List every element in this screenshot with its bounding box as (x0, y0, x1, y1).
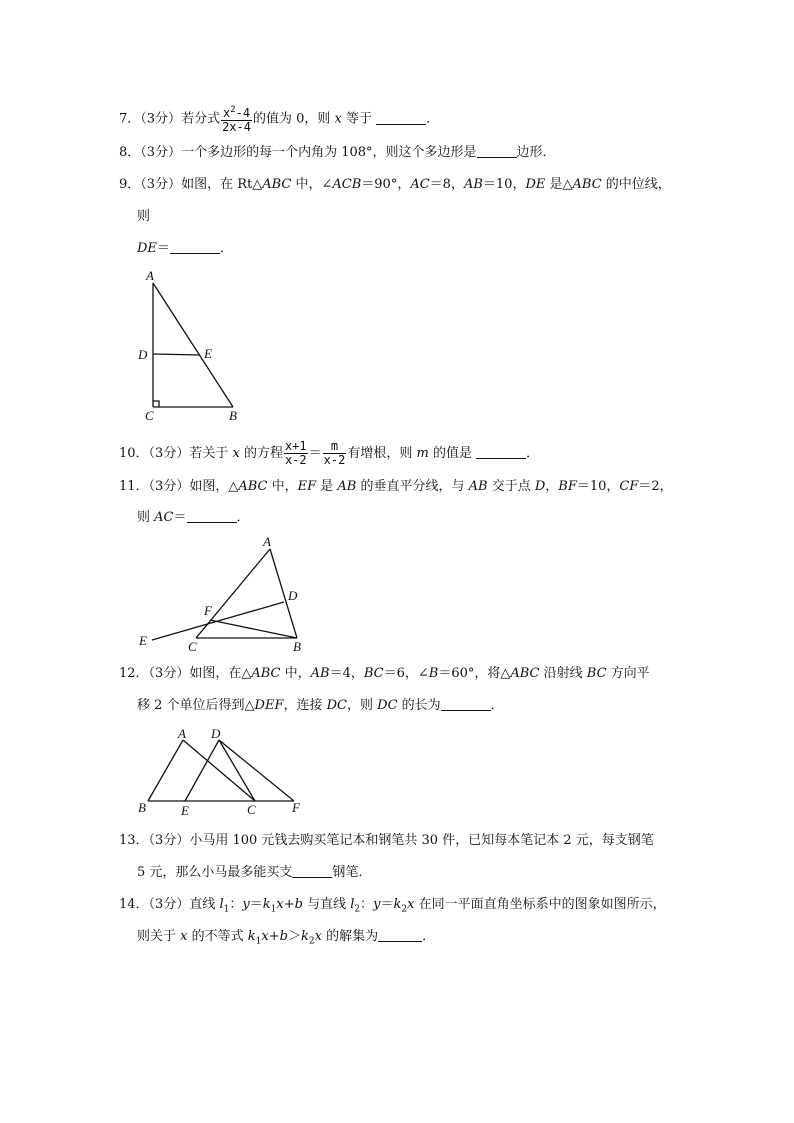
label-b: B (229, 408, 237, 423)
segment-de (153, 354, 200, 355)
question-number: 11． (119, 479, 149, 494)
math-var: DE (137, 241, 157, 256)
math-var: b (279, 929, 288, 944)
question-text: 若关于 (189, 446, 233, 461)
question-text: 移 2 个单位后得到△ (137, 698, 255, 713)
question-text: 是 (316, 479, 338, 494)
question-text: 如图，在△ (189, 666, 252, 681)
score: （3分） (140, 177, 182, 192)
frac-numerator-rest: -4 (235, 106, 251, 120)
math-var: BC (363, 666, 384, 681)
question-text: ＝4， (329, 666, 364, 681)
question-number: 10． (119, 446, 149, 461)
math-var: DC (377, 698, 398, 713)
label-c: C (145, 408, 154, 423)
question-text: 中， (267, 479, 298, 494)
plus: + (283, 897, 295, 912)
segment-ed (152, 602, 284, 640)
plus: + (268, 929, 280, 944)
question-text: 中，∠ (291, 177, 333, 192)
math-var: ABC (262, 177, 292, 192)
question-7 (119, 104, 439, 134)
label-c: C (247, 802, 256, 817)
score: （3分） (140, 111, 182, 127)
math-var: AB (310, 666, 330, 681)
subscript: 1 (255, 936, 262, 947)
segment-df (219, 740, 294, 801)
period: ． (490, 698, 504, 713)
segment-ab (148, 740, 183, 801)
question-text: 的长为 (397, 698, 441, 713)
question-text: 交于点 (487, 479, 535, 494)
math-var: x (407, 897, 415, 912)
math-var: y (242, 897, 250, 912)
question-text: 的不等式 (187, 929, 248, 944)
math-var: k (262, 897, 271, 912)
question-text: 的解集为 (321, 929, 379, 944)
math-var: DE (525, 177, 546, 192)
question-text: 一个多边形的每一个内角为 108°，则这个多边形是 (181, 145, 477, 160)
question-12 (119, 666, 650, 682)
math-var: B (428, 666, 439, 681)
variable: m (416, 446, 429, 461)
math-var: AB (463, 177, 483, 192)
label-a: A (263, 534, 271, 549)
question-text: 则关于 (137, 929, 181, 944)
question-12-line2 (137, 698, 504, 714)
math-var: k (300, 929, 309, 944)
question-text: 5 元，那么小马最多能买支 (137, 865, 293, 880)
label-e: E (181, 803, 189, 818)
math-var: BF (558, 479, 577, 494)
answer-blank[interactable] (187, 510, 237, 523)
question-9-line2 (137, 209, 150, 225)
question-number: 14． (119, 897, 149, 912)
segment-de (185, 740, 219, 801)
math-var: l (219, 897, 224, 912)
question-text: ＝10， (482, 177, 526, 192)
question-text: ＝10， (576, 479, 620, 494)
question-number: 13． (119, 833, 149, 848)
label-e: E (204, 346, 212, 361)
question-9 (119, 177, 671, 193)
answer-blank[interactable] (292, 865, 332, 878)
label-d: D (288, 588, 298, 603)
question-13 (119, 833, 654, 849)
period: ． (426, 111, 440, 127)
question-text: 直线 (189, 897, 220, 912)
question-text: 方向平 (606, 666, 650, 681)
question-number: 12． (119, 666, 149, 681)
math-var: x (314, 929, 322, 944)
math-var: AB (468, 479, 488, 494)
label-a: A (178, 726, 186, 741)
frac-denominator: 2x-4 (222, 120, 251, 134)
question-text: ， (545, 479, 559, 494)
math-var: ABC (251, 666, 281, 681)
math-var: ABC (572, 177, 602, 192)
equals: ＝ (156, 241, 170, 256)
question-text: 则 (137, 510, 155, 525)
answer-blank[interactable] (376, 112, 426, 125)
variable: x (334, 111, 342, 127)
frac-numerator: x+1 (284, 439, 307, 453)
math-var: EF (297, 479, 317, 494)
segment-dc (219, 740, 255, 801)
math-var: l (350, 897, 355, 912)
label-b: B (293, 639, 301, 654)
frac-denominator: x-2 (323, 453, 346, 467)
question-text: ： (360, 897, 374, 912)
answer-blank[interactable] (170, 241, 220, 254)
right-angle-mark (153, 401, 159, 407)
question-text: 等于 (341, 111, 377, 127)
score: （3分） (148, 666, 190, 681)
question-13-line2 (137, 865, 371, 881)
question-text: ，则 (347, 698, 378, 713)
equals: ＝ (249, 897, 263, 912)
question-text: 在同一平面直角坐标系中的图象如图所示， (414, 897, 666, 912)
question-11 (119, 479, 673, 495)
fraction-left (284, 440, 308, 467)
math-var: DC (326, 698, 347, 713)
greater-than: ＞ (287, 929, 301, 944)
period: ． (422, 929, 436, 944)
question-text: 是△ (545, 177, 573, 192)
frac-denominator: x-2 (284, 453, 307, 467)
question-11-line2 (137, 510, 250, 526)
question-text: 如图，在 Rt△ (181, 177, 263, 192)
label-c: C (188, 639, 197, 654)
question-text: 小马用 100 元钱去购买笔记本和钢笔共 30 件，已知每本笔记本 2 元，每支钢笔 (189, 833, 654, 848)
question-text: 的值是 (428, 446, 477, 461)
period: ． (526, 446, 540, 461)
question-8 (119, 145, 556, 161)
question-text: 的垂直平分线，与 (356, 479, 469, 494)
subscript: 2 (354, 904, 361, 915)
math-var: ABC (510, 666, 540, 681)
math-var: CF (619, 479, 639, 494)
label-f: F (292, 800, 300, 815)
question-text: 若分式 (181, 111, 221, 127)
frac-numerator: x (222, 106, 231, 120)
question-text: ＝60°，将△ (438, 666, 511, 681)
segment-ab (270, 549, 297, 638)
math-var: AC (410, 177, 430, 192)
variable: x (180, 929, 188, 944)
variable: x (232, 446, 240, 461)
math-var: x (276, 897, 284, 912)
question-14-line2 (137, 929, 435, 950)
answer-blank[interactable] (378, 929, 422, 942)
question-text: 的值为 0，则 (252, 111, 335, 127)
math-var: y (373, 897, 381, 912)
segment-ac (183, 740, 255, 801)
segment-ac (196, 549, 270, 638)
equals: ＝ (380, 897, 394, 912)
question-number: 8． (119, 145, 141, 160)
math-var: b (294, 897, 303, 912)
math-var: BC (586, 666, 607, 681)
exponent: 2 (230, 105, 236, 115)
question-number: 7． (119, 111, 141, 127)
answer-blank[interactable] (441, 698, 491, 711)
subscript: 1 (223, 904, 230, 915)
answer-blank[interactable] (477, 145, 517, 158)
question-14 (119, 897, 666, 918)
label-d: D (138, 347, 148, 362)
period: ． (236, 510, 250, 525)
label-b: B (138, 800, 146, 815)
score: （3分） (140, 145, 182, 160)
score: （3分） (148, 479, 190, 494)
score: （3分） (148, 446, 190, 461)
subscript: 2 (401, 904, 408, 915)
question-text: 边形． (516, 145, 556, 160)
subscript: 2 (308, 936, 315, 947)
equals: ＝ (173, 510, 187, 525)
segment-ab (153, 283, 233, 407)
question-text: 沿射线 (539, 666, 587, 681)
question-text: ＝90°， (361, 177, 411, 192)
math-var: k (393, 897, 402, 912)
math-var: AC (154, 510, 174, 525)
math-var: x (261, 929, 269, 944)
question-text: 钢笔． (332, 865, 372, 880)
math-var: k (247, 929, 256, 944)
math-var: ABC (238, 479, 268, 494)
question-text: ＝8， (429, 177, 464, 192)
question-text: 如图，△ (189, 479, 239, 494)
question-text: 则 (137, 209, 151, 224)
segment-fb (210, 620, 297, 638)
label-f: F (204, 603, 212, 618)
question-text: 与直线 (302, 897, 351, 912)
label-a: A (146, 268, 154, 283)
question-text: ＝6，∠ (383, 666, 429, 681)
question-text: ： (229, 897, 243, 912)
question-text: 有增根，则 (347, 446, 417, 461)
math-var: D (534, 479, 546, 494)
label-e: E (139, 633, 147, 648)
fraction (221, 104, 252, 134)
math-var: ACB (332, 177, 362, 192)
equals: ＝ (308, 446, 322, 461)
question-text: 的方程 (239, 446, 283, 461)
math-var: AB (337, 479, 357, 494)
label-d: D (211, 726, 221, 741)
question-9-line3 (137, 241, 233, 257)
math-var: DEF (254, 698, 284, 713)
score: （3分） (148, 833, 190, 848)
period: ． (219, 241, 233, 256)
subscript: 1 (270, 904, 277, 915)
question-text: ＝2， (638, 479, 673, 494)
score: （3分） (148, 897, 190, 912)
question-number: 9． (119, 177, 141, 192)
question-text: 的中位线， (601, 177, 671, 192)
answer-blank[interactable] (476, 446, 526, 459)
question-text: ，连接 (283, 698, 327, 713)
fraction-right (323, 440, 347, 467)
question-text: 中， (280, 666, 311, 681)
question-10 (119, 440, 539, 467)
frac-numerator: m (323, 440, 347, 454)
